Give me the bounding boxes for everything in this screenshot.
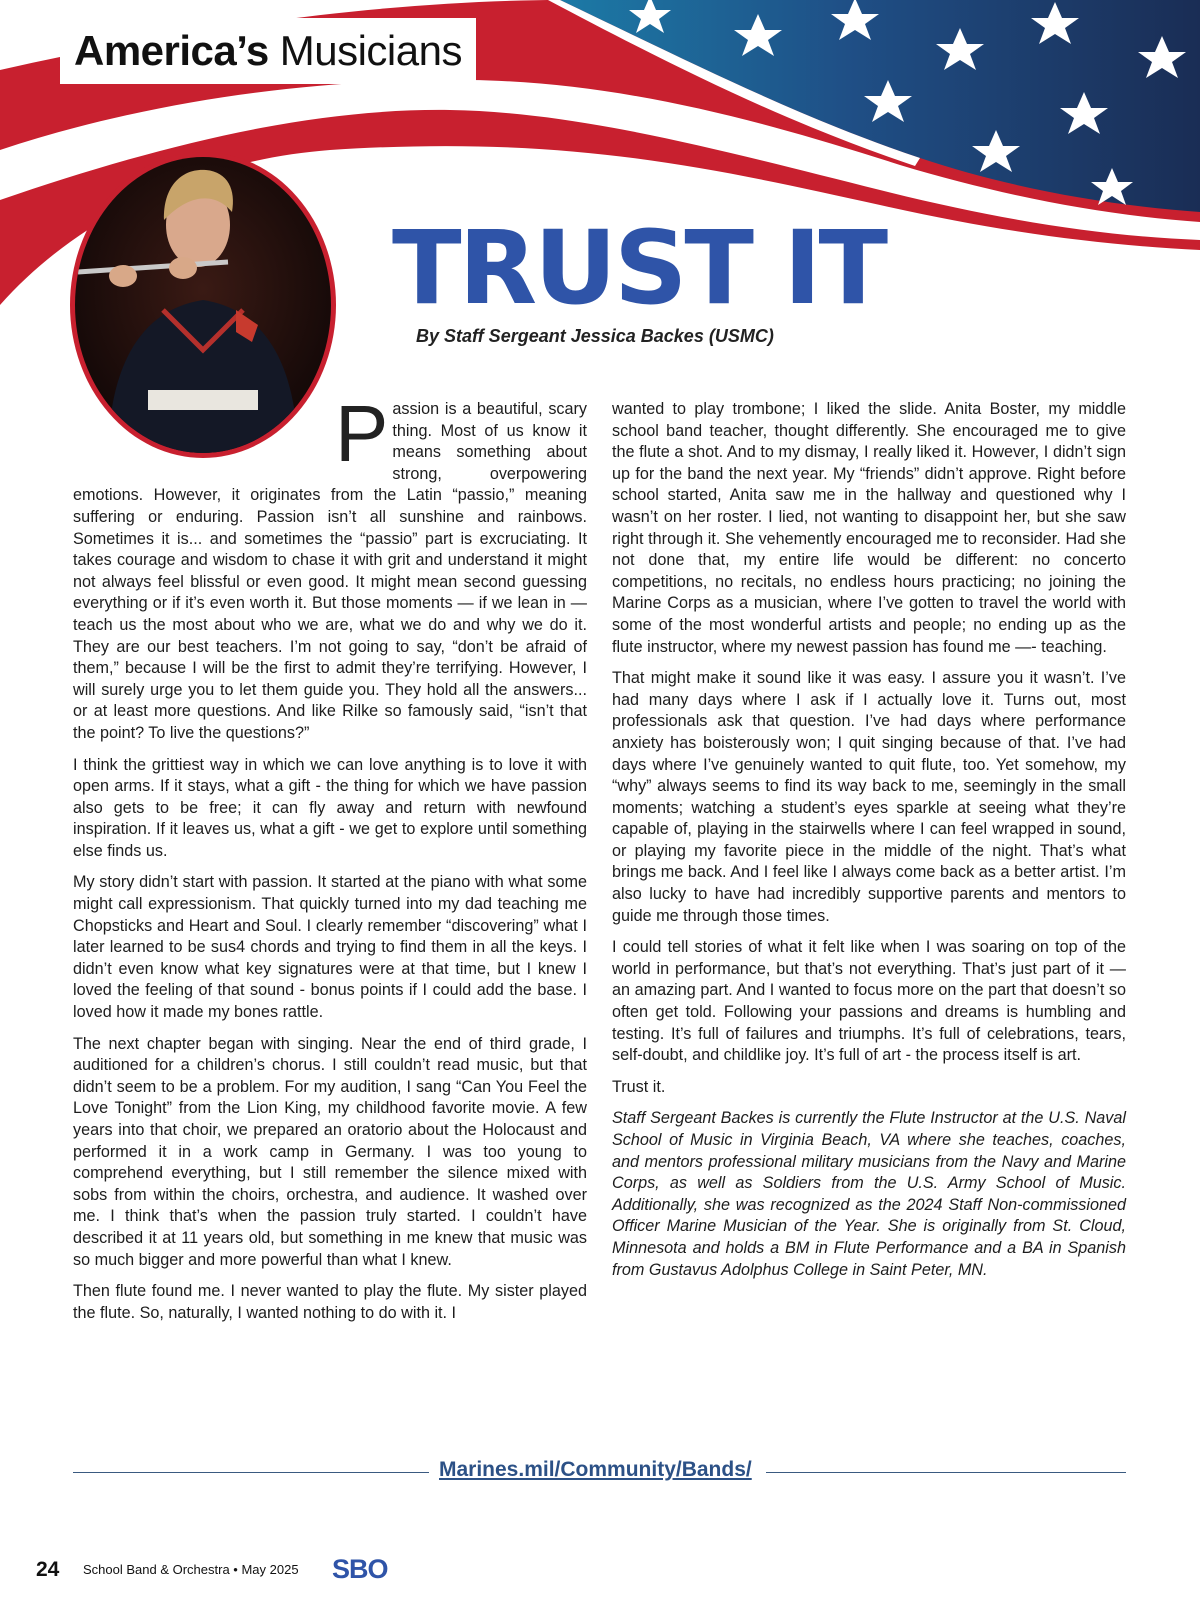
article-paragraph: I think the grittiest way in which we can love anything is to love it with open arms. If it stays, what a gift - the thing for which we have passion also gets to be free; it can fly away and return with newfound inspiration. If it leaves us, what a gift - we get to explore until something else finds us. [73,755,587,860]
section-title-regular: Musicians [279,27,462,74]
article-paragraph: I could tell stories of what it felt like when I was soaring on top of the world in performance, but that’s not everything. That’s just part of it — an amazing part. And I wanted to focus more on the part that doesn’t so often get told. Following your passions and dreams is humbling and testing. It’s full of failures and triumphs. It’s full of celebrations, tears, self-doubt, and childlike joy. It’s full of art - the process itself is art. [612,938,1126,1065]
article-paragraph: Then flute found me. I never wanted to play the flute. My sister played the flute. So, naturally, I wanted nothing to do with it. I [73,1282,587,1322]
article-paragraph: That might make it sound like it was easy. I assure you it wasn’t. I’ve had many days where I ask if I actually love it. Turns out, most professionals ask that question. I’ve had days where performance anxiety has boisterously won; I quit singing because of that. I’ve had days where I’ve genuinely wanted to quit flute, too. Yet somehow, my “why” always seems to find its way back to me, seemingly in the small moments; watching a student’s eyes sparkle at seeing what they’re capable of, playing in the stairwells where I can feel wrapped in sound, or playing my favorite piece in the middle of the night. That’s what brings me back. And I feel like I always come back as a better artist. I’m also lucky to have had incredibly supportive parents and mentors to guide me through those times. [612,669,1126,925]
publication-info: School Band & Orchestra • May 2025 [83,1562,299,1577]
article-paragraph: My story didn’t start with passion. It started at the piano with what some might call expressionism. That quickly turned into my dad teaching me Chopsticks and Heart and Soul. I clearly remember “discovering” what I later learned to be sus4 chords and trying to find them in all the keys. I didn’t even know what key signatures were at that time, but I knew I loved the feeling of that sound - bonus points if I could add the base. I loved how it made my bones rattle. [73,873,587,1022]
article-column-right [612,399,1126,1291]
author-bio: Staff Sergeant Backes is currently the Flute Instructor at the U.S. Naval School of Music in Virginia Beach, VA where she teaches, coaches, and mentors professional military musicians from the Navy and Marine Corps, as well as Soldiers from the U.S. Army School of Music. Additionally, she was recognized as the 2024 Staff Non-commissioned Officer Marine Musician of the Year. She is originally from St. Cloud, Minnesota and holds a BM in Flute Performance and a BA in Spanish from Gustavus Adolphus College in Saint Peter, MN. [612,1109,1126,1279]
section-title-bold: America’s [74,27,269,74]
article-paragraph: Trust it. [612,1077,666,1096]
section-title [60,18,476,84]
article-title: TRUST IT [392,209,886,328]
article-byline: By Staff Sergeant Jessica Backes (USMC) [416,326,774,346]
sbo-logo: SBO [332,1554,388,1584]
article-paragraph: wanted to play trombone; I liked the slide. Anita Boster, my middle school band teacher, thought differently. She encouraged me to give the flute a shot. And to my dismay, I really liked it. However, I didn’t sign up for the band the next year. My “friends” didn’t approve. Right before school started, Anita saw me in the hallway and questioned why I wasn’t on her roster. I lied, not wanting to disappoint her, but she saw right through it. She vehemently encouraged me to reconsider. Had she not done that, my entire life would be different: no concerto competitions, no recitals, no endless hours practicing; no joining the Marine Corps as a musician, where I’ve gotten to travel the world with some of the most wonderful artists and people; no ending up as the flute instructor, where my newest passion has found me —- teaching. [612,400,1126,656]
footer-rule-left [73,1472,429,1473]
dropcap-letter: P [335,389,389,478]
first-paragraph-text: assion is a beautiful, scary thing. Most of us know it means something about strong, overpowering emotions. However, it originates from the Latin “passio,” meaning suffering or enduring. Passion isn’t all sunshine and rainbows. Sometimes it is... and sometimes the “passio” part is excruciating. It takes courage and wisdom to chase it with grit and understand it might not always feel blissful or even good. It might mean second guessing everything or if it’s even worth it. But those moments — if we lean in — teach us the most about who we are, what we do and why we do it. They are our best teachers. I’m not going to say, “don’t be afraid of them,” because I will be the first to admit they’re terrifying. However, I will surely urge you to let them guide you. They hold all the answers... or at least more questions. And like Rilke so famously said, “isn’t that the point? To live the questions?” [73,400,587,742]
article-column-left [73,389,587,1334]
page-number: 24 [36,1558,60,1581]
footer-rule-right [766,1472,1126,1473]
article-paragraph: The next chapter began with singing. Near the end of third grade, I auditioned for a children’s chorus. I still couldn’t read music, but that didn’t seem to be a problem. For my audition, I sang “Can You Feel the Love Tonight” from the Lion King, my childhood favorite movie. A few years into that choir, we prepared an oratorio about the Holocaust and performed it in a work camp in Germany. I was too young to comprehend everything, but I still remember the silence mixed with sobs from within the choirs, orchestra, and audience. It washed over me. I think that’s when the passion truly started. I couldn’t have described it at 11 years old, but something in me knew that music was so much bigger and more powerful than what I knew. [73,1034,587,1269]
marines-bands-link[interactable]: Marines.mil/Community/Bands/ [439,1458,752,1481]
photo-wrap-spacer [73,399,335,471]
